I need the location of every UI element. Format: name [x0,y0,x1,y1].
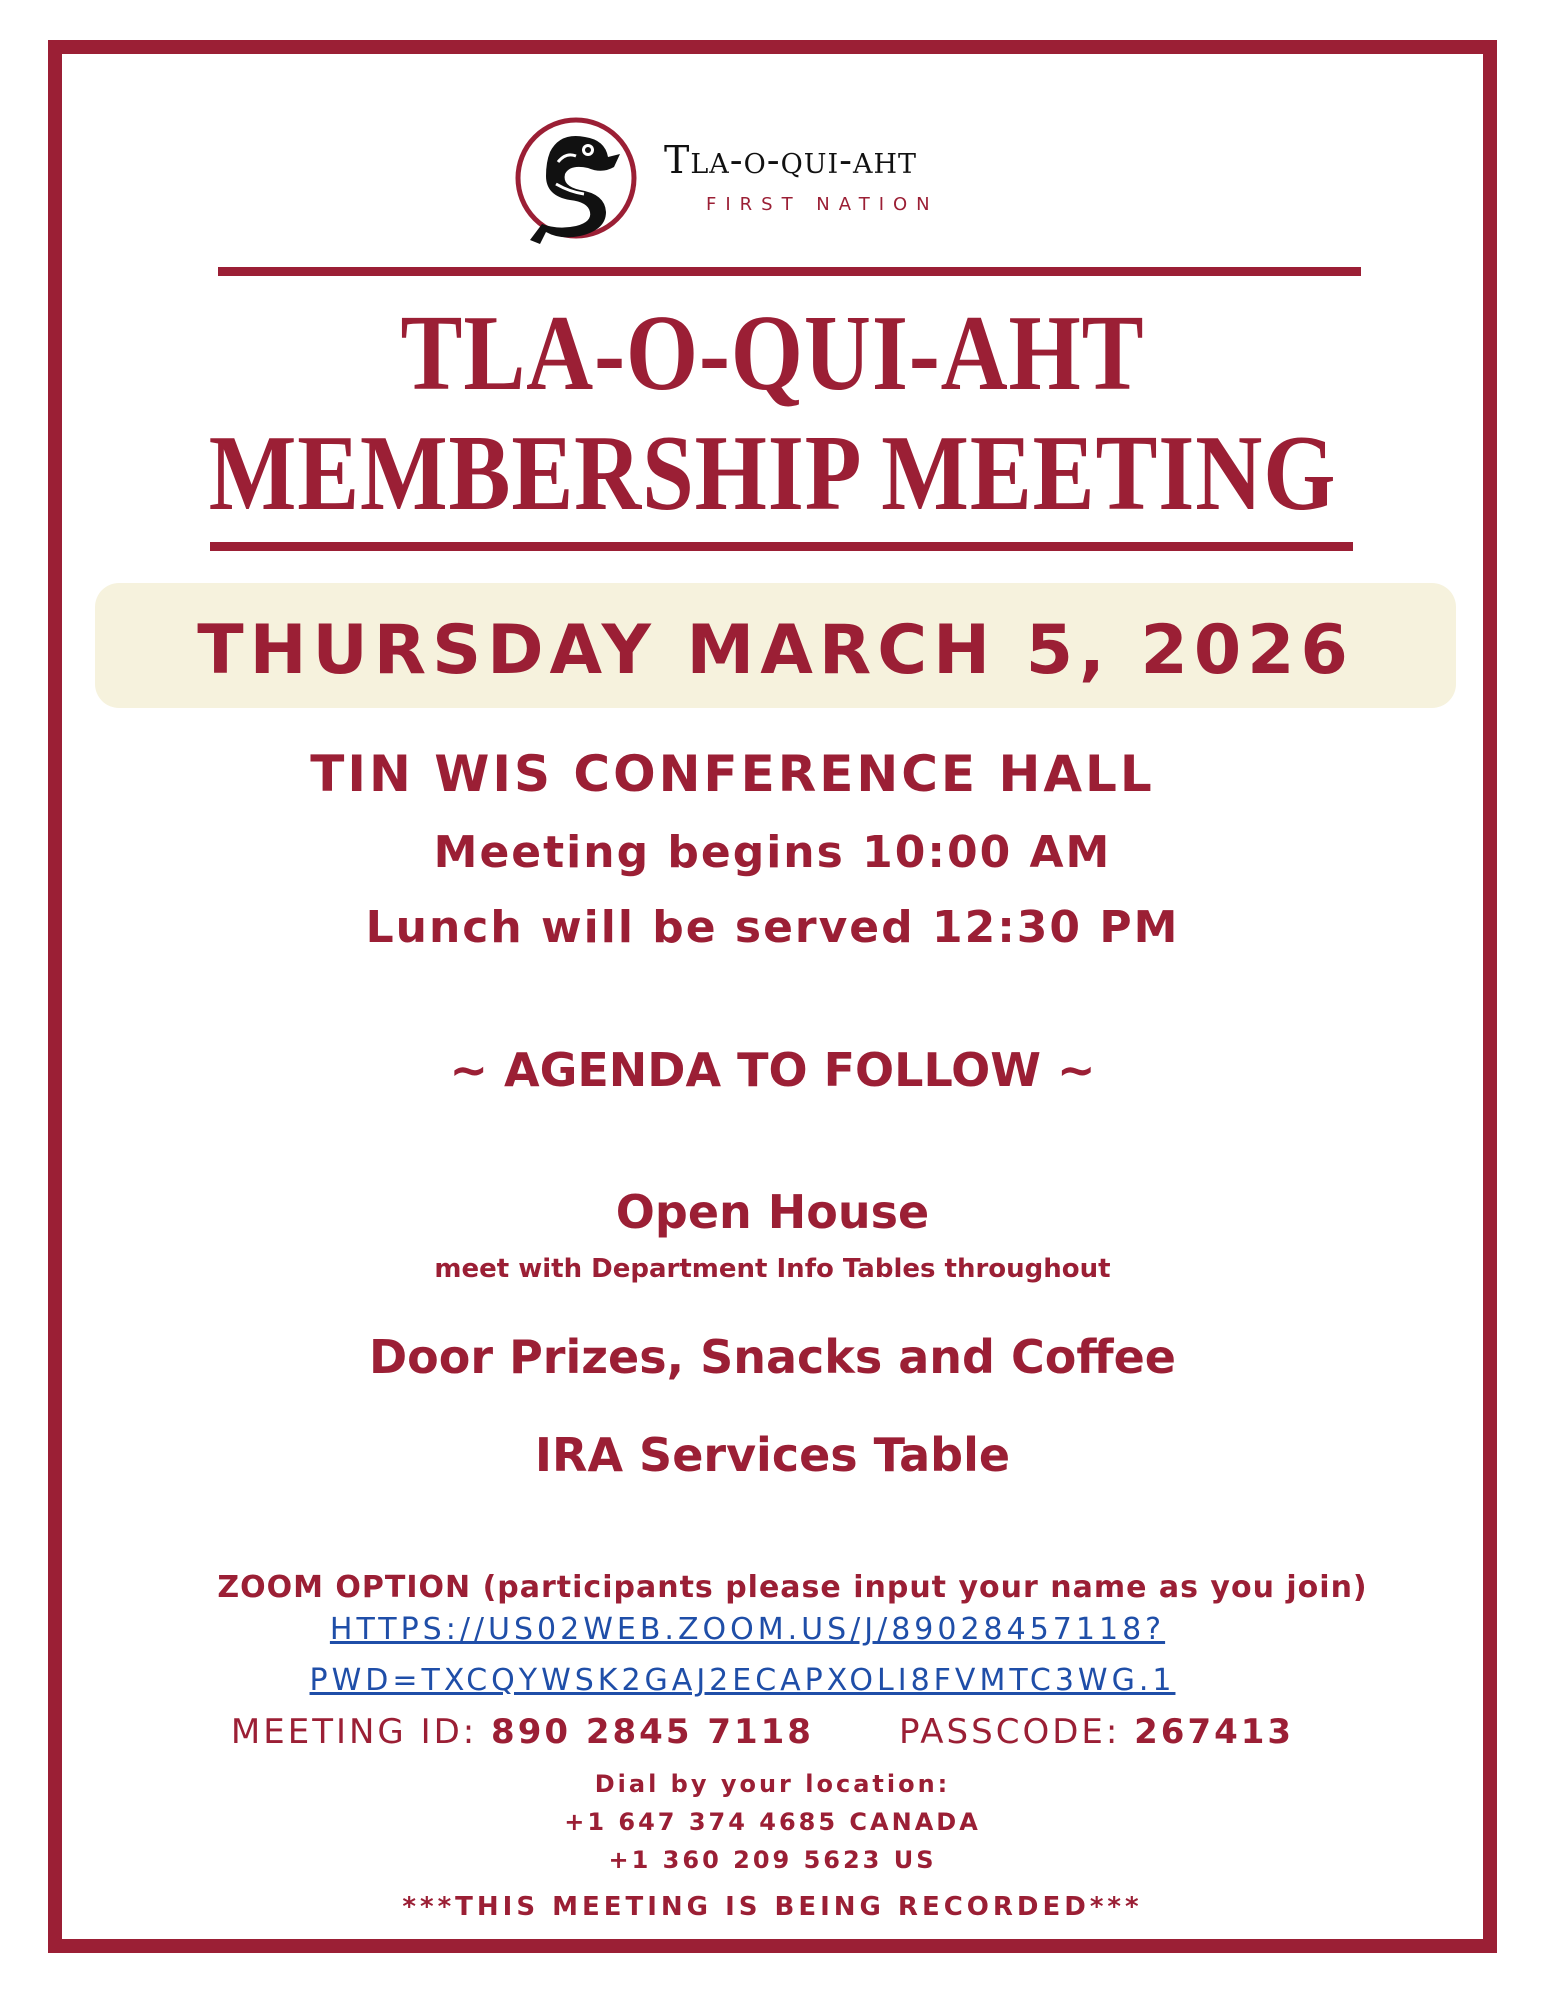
title-divider [210,542,1353,551]
top-divider [218,267,1361,276]
door-prizes: Door Prizes, Snacks and Coffee [368,1330,1177,1384]
ira-services: IRA Services Table [534,1428,1011,1482]
passcode: 267413 [1134,1712,1295,1752]
meeting-date: THURSDAY MARCH 5, 2026 [197,611,1354,690]
agenda-notice: ~ AGENDA TO FOLLOW ~ [449,1043,1096,1097]
brand-name: Tla-o-qui-aht [664,138,918,182]
title-line-1: TLA-O-QUI-AHT [400,294,1145,413]
start-time: Meeting begins 10:00 AM [433,827,1112,878]
meeting-id-label: MEETING ID: [230,1712,492,1752]
meeting-id: 890 2845 7118 [491,1712,814,1752]
dial-canada: +1 647 374 4685 CANADA [564,1808,981,1836]
date-banner [95,583,1456,708]
lunch-time: Lunch will be served 12:30 PM [365,902,1180,953]
dial-label: Dial by your location: [594,1770,951,1798]
zoom-link-line-1[interactable]: HTTPS://US02WEB.ZOOM.US/J/89028457118? [329,1612,1166,1647]
venue: TIN WIS CONFERENCE HALL [310,745,1155,803]
brand-subtitle: FIRST NATION [706,194,939,215]
recording-notice: ***THIS MEETING IS BEING RECORDED*** [402,1892,1143,1922]
open-house-heading: Open House [615,1185,930,1239]
tla-o-qui-aht-logo-icon [510,112,640,252]
zoom-option-label: ZOOM OPTION (participants please input your name as you join) [217,1570,1368,1605]
zoom-link-line-2[interactable]: PWD=TXCQYWSK2GAJ2ECAPXOLI8FVMTC3WG.1 [309,1663,1176,1698]
open-house-subtext: meet with Department Info Tables throughout [434,1254,1111,1284]
dial-us: +1 360 209 5623 US [608,1846,937,1874]
title-line-2: MEMBERSHIP MEETING [208,414,1337,533]
passcode-label: PASSCODE: [898,1712,1135,1752]
meeting-credentials [0,1712,1545,1752]
